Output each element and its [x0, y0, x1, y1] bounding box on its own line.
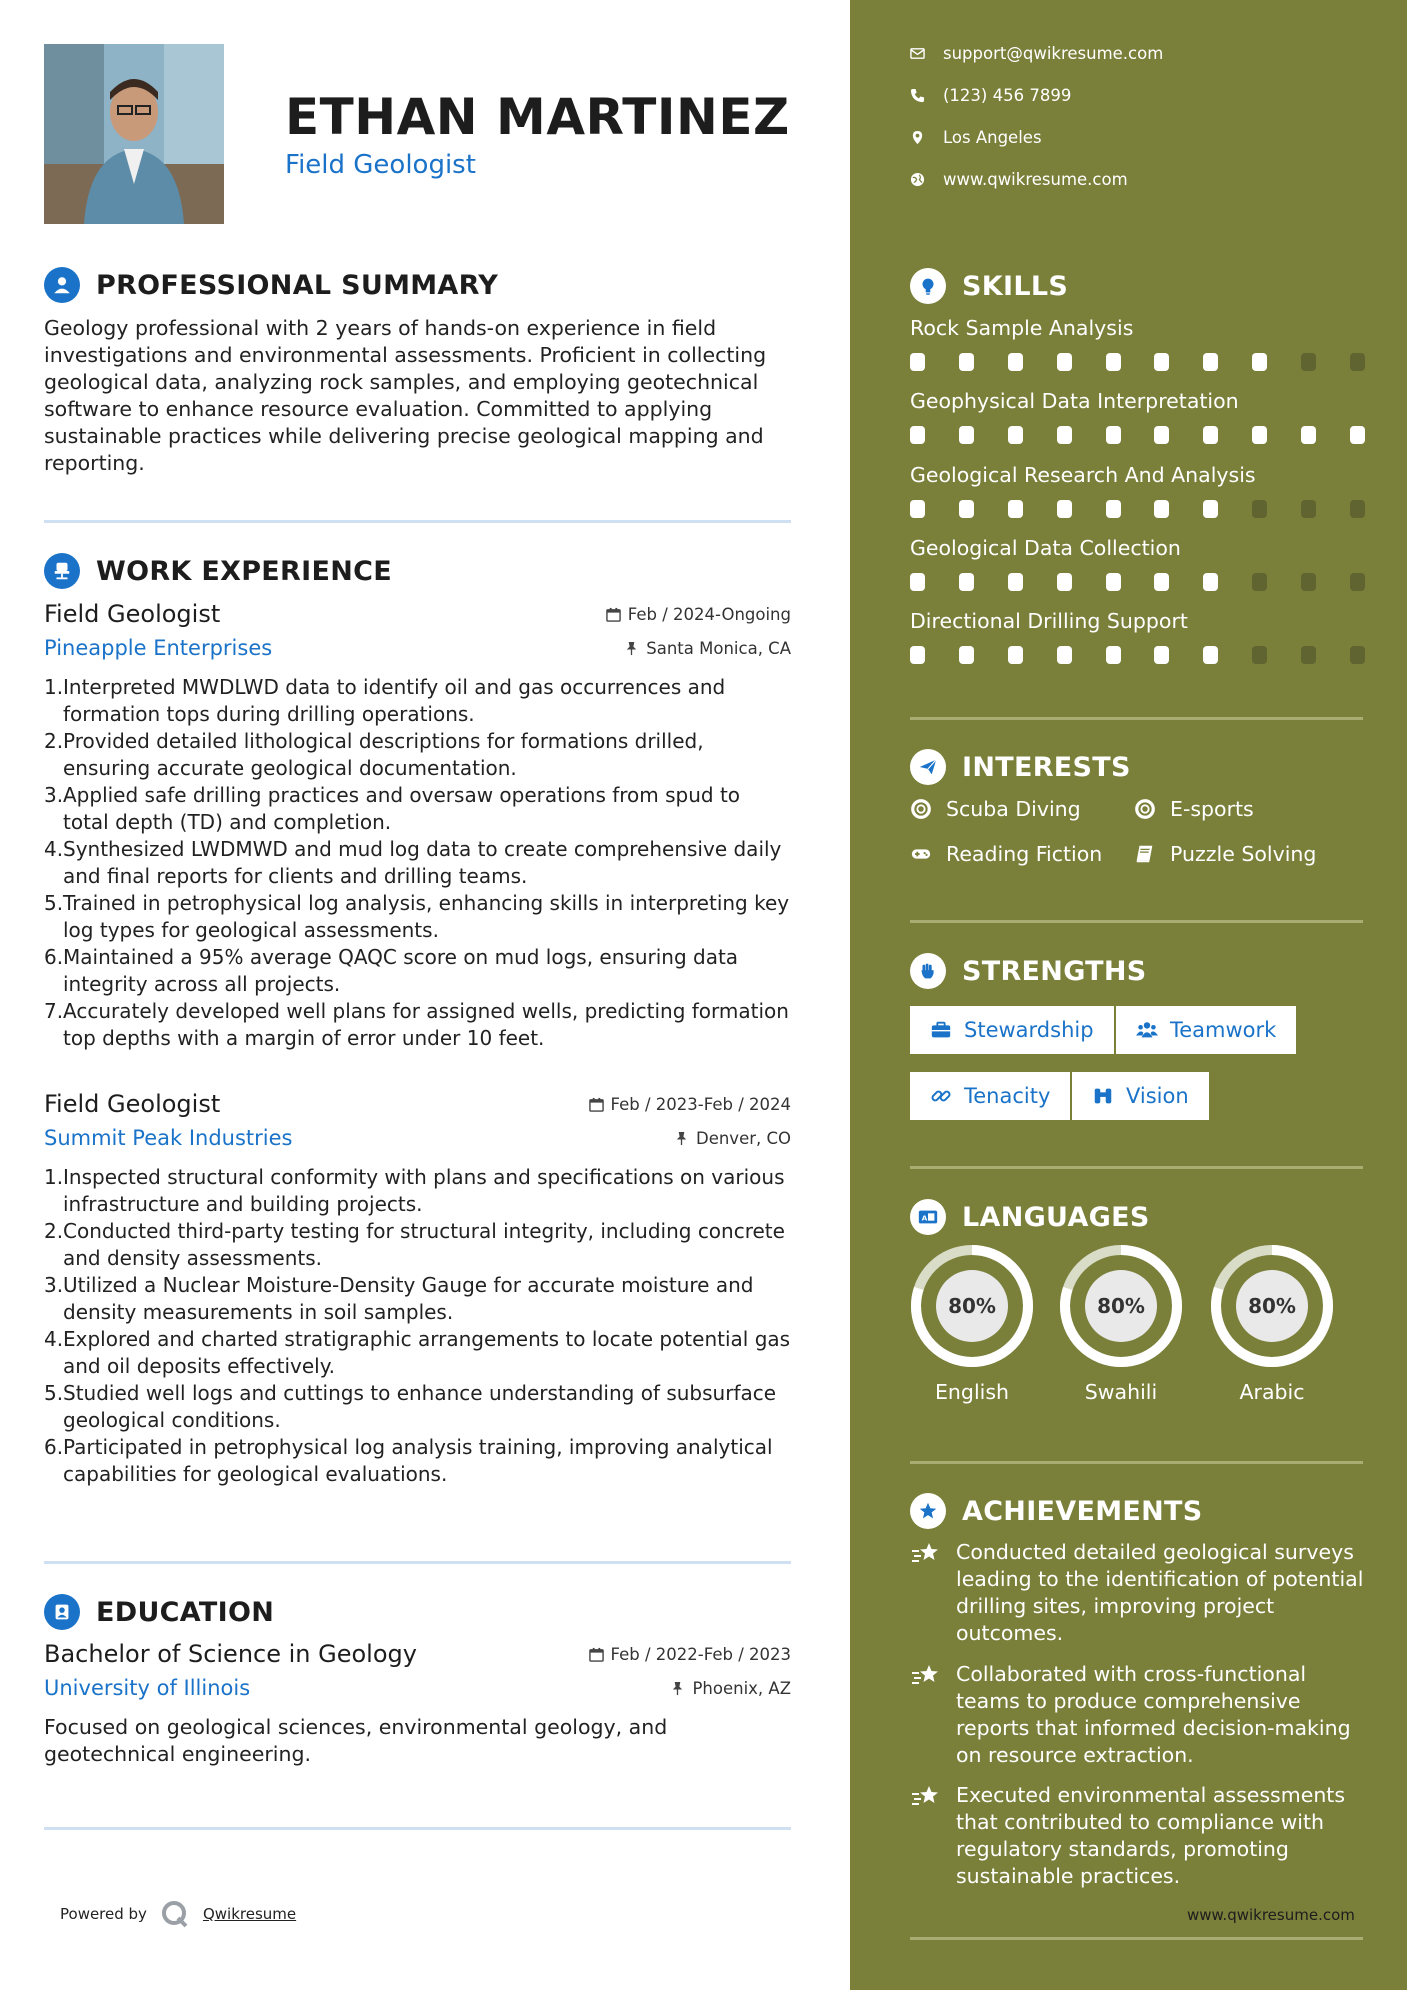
rating-dot-filled: [1106, 646, 1121, 664]
strength-label: Tenacity: [964, 1084, 1051, 1108]
interest-item: [910, 797, 1081, 821]
calendar-icon: [606, 607, 621, 622]
globe-icon: [910, 172, 925, 187]
pin-icon: [674, 1131, 689, 1146]
interest-item: [1134, 842, 1316, 866]
graduate-icon: [44, 1594, 80, 1630]
language-item: [910, 1244, 1034, 1404]
language-name: English: [934, 1380, 1010, 1404]
interest-label: Reading Fiction: [946, 842, 1103, 866]
profile-photo: [44, 44, 224, 224]
interest-label: E-sports: [1170, 797, 1254, 821]
rating-dot-empty: [1350, 500, 1365, 518]
language-name: Swahili: [1084, 1380, 1158, 1404]
list-item: 6. Maintained a 95% average QAQC score on mud logs, ensuring data integrity across all projects.: [44, 945, 739, 996]
skill-rating: [910, 426, 1365, 444]
powered-by-label: Powered by: [60, 1905, 147, 1923]
rating-dot-filled: [910, 500, 925, 518]
strength-label: Teamwork: [1170, 1018, 1277, 1042]
skills-title: SKILLS: [962, 270, 1069, 302]
users-icon: [1136, 1019, 1158, 1041]
rating-dot-empty: [1350, 353, 1365, 371]
rating-dot-filled: [1008, 646, 1023, 664]
skill-item: [910, 463, 1365, 518]
divider: [910, 920, 1363, 923]
education-location-text: Phoenix, AZ: [692, 1678, 791, 1698]
rating-dot-filled: [1203, 646, 1218, 664]
skill-name: Directional Drilling Support: [910, 609, 1188, 633]
shooting-star-icon: [910, 1782, 942, 1814]
phone-text: (123) 456 7899: [943, 86, 1072, 105]
gauge-label: 80%: [1097, 1294, 1145, 1318]
achievements-title: ACHIEVEMENTS: [962, 1495, 1203, 1527]
contact-location: [910, 128, 1042, 147]
rating-dot-empty: [1252, 646, 1267, 664]
skills-heading: [910, 268, 1068, 304]
rating-dot-empty: [1350, 646, 1365, 664]
website-text: www.qwikresume.com: [943, 170, 1128, 189]
language-gauge: [910, 1244, 1034, 1368]
gauge-label: 80%: [948, 1294, 996, 1318]
education-dates: [589, 1645, 791, 1664]
strengths-heading: [910, 953, 1147, 989]
skill-item: [910, 389, 1365, 444]
experience-title: WORK EXPERIENCE: [96, 555, 392, 587]
rating-dot-filled: [1008, 426, 1023, 444]
interest-label: Puzzle Solving: [1170, 842, 1317, 866]
degree: Bachelor of Science in Geology: [44, 1640, 417, 1668]
rating-dot-filled: [1057, 500, 1072, 518]
job-location: [624, 639, 791, 658]
strength-tag: [1116, 1006, 1296, 1054]
pin-icon: [670, 1681, 685, 1696]
rating-dot-filled: [1057, 353, 1072, 371]
rating-dot-empty: [1301, 646, 1316, 664]
skill-rating: [910, 500, 1365, 518]
gauge-label: 80%: [1248, 1294, 1296, 1318]
list-item: 2. Conducted third-party testing for structural integrity, including concrete and density assessments.: [44, 1219, 785, 1270]
envelope-icon: [910, 46, 925, 61]
phone-icon: [910, 88, 925, 103]
pin-icon: [624, 641, 639, 656]
calendar-icon: [589, 1647, 604, 1662]
rating-dot-empty: [1350, 573, 1365, 591]
divider: [910, 717, 1363, 720]
education-location: [670, 1679, 791, 1698]
education-description: Focused on geological sciences, environmental geology, and geotechnical engineering.: [44, 1715, 668, 1766]
rating-dot-filled: [1154, 426, 1169, 444]
rating-dot-filled: [1154, 646, 1169, 664]
list-item: 2. Provided detailed lithological descriptions for formations drilled, ensuring accurate geological documentation.: [44, 729, 704, 780]
job-dates-text: Feb / 2024-Ongoing: [627, 604, 791, 624]
rating-dot-filled: [1106, 426, 1121, 444]
list-item: 4. Explored and charted stratigraphic arrangements to locate potential gas and oil deposits effectively.: [44, 1327, 791, 1378]
language-item: [1210, 1244, 1334, 1404]
achievement-item: [910, 1539, 1365, 1647]
powered-by: [60, 1900, 296, 1928]
list-item: 1. Interpreted MWDLWD data to identify oil and gas occurrences and formation tops during drilling operations.: [44, 675, 726, 726]
job-bullets: [44, 674, 791, 1052]
achievements-heading: [910, 1493, 1203, 1529]
contact-email[interactable]: [910, 44, 1163, 63]
achievement-item: [910, 1661, 1365, 1769]
rating-dot-filled: [1154, 353, 1169, 371]
rating-dot-filled: [910, 646, 925, 664]
briefcase-icon: [930, 1019, 952, 1041]
job-location-text: Santa Monica, CA: [646, 638, 791, 658]
location-text: Los Angeles: [943, 128, 1042, 147]
language-gauge: [1059, 1244, 1183, 1368]
email-text: support@qwikresume.com: [943, 44, 1164, 63]
job-role: Field Geologist: [44, 1090, 221, 1118]
summary-title: PROFESSIONAL SUMMARY: [96, 269, 499, 301]
candidate-name: ETHAN MARTINEZ: [285, 88, 790, 146]
skill-item: [910, 316, 1365, 371]
interest-item: [1134, 797, 1254, 821]
skill-rating: [910, 353, 1365, 371]
rating-dot-filled: [959, 426, 974, 444]
skill-name: Rock Sample Analysis: [910, 316, 1134, 340]
achievement-item: [910, 1782, 1365, 1890]
interests-title: INTERESTS: [962, 751, 1131, 783]
skill-name: Geological Data Collection: [910, 536, 1181, 560]
list-item: 3. Applied safe drilling practices and oversaw operations from spud to total depth (TD) and completion.: [44, 783, 741, 834]
qwikresume-logo-icon: [161, 1900, 189, 1928]
job-entry: [44, 1090, 791, 1488]
link-icon: [930, 1085, 952, 1107]
map-pin-icon: [910, 130, 925, 145]
translate-icon: [910, 1199, 946, 1235]
job-bullets: [44, 1164, 791, 1488]
rating-dot-filled: [1008, 353, 1023, 371]
language-gauge: [1210, 1244, 1334, 1368]
svg-text:A: A: [921, 1213, 928, 1223]
job-dates-text: Feb / 2023-Feb / 2024: [610, 1094, 791, 1114]
experience-heading: [44, 553, 392, 589]
summary-heading: [44, 267, 498, 303]
life-ring-icon: [1134, 798, 1156, 820]
list-item: 6. Participated in petrophysical log analysis training, improving analytical capabilities for geological evaluations.: [44, 1435, 773, 1486]
rating-dot-empty: [1252, 573, 1267, 591]
school: University of Illinois: [44, 1676, 251, 1700]
languages-title: LANGUAGES: [962, 1201, 1150, 1233]
rating-dot-filled: [1252, 426, 1267, 444]
fist-icon: [910, 953, 946, 989]
list-item: 4. Synthesized LWDMWD and mud log data to create comprehensive daily and final reports for clients and drilling teams.: [44, 837, 782, 888]
rating-dot-filled: [959, 573, 974, 591]
rating-dot-filled: [1301, 426, 1316, 444]
job-company: Pineapple Enterprises: [44, 636, 273, 660]
rating-dot-filled: [1203, 426, 1218, 444]
rating-dot-filled: [1203, 573, 1218, 591]
candidate-title: Field Geologist: [285, 150, 476, 180]
calendar-icon: [589, 1097, 604, 1112]
shooting-star-icon: [910, 1539, 942, 1571]
rating-dot-filled: [1057, 426, 1072, 444]
rating-dot-filled: [1154, 500, 1169, 518]
rating-dot-filled: [1008, 573, 1023, 591]
rating-dot-filled: [1154, 573, 1169, 591]
interest-item: [910, 842, 1102, 866]
strength-tag: [910, 1006, 1114, 1054]
rating-dot-filled: [959, 646, 974, 664]
rating-dot-filled: [910, 426, 925, 444]
rating-dot-filled: [1252, 353, 1267, 371]
skill-rating: [910, 646, 1365, 664]
rating-dot-empty: [1252, 500, 1267, 518]
strength-label: Stewardship: [964, 1018, 1094, 1042]
rating-dot-filled: [1008, 500, 1023, 518]
rating-dot-filled: [1203, 500, 1218, 518]
binoculars-icon: [1092, 1085, 1114, 1107]
star-badge-icon: [910, 1493, 946, 1529]
language-name: Arabic: [1239, 1380, 1305, 1404]
job-dates: [606, 605, 791, 624]
strength-label: Vision: [1126, 1084, 1189, 1108]
divider: [910, 1937, 1363, 1940]
achievement-text: Collaborated with cross-functional teams to produce comprehensive reports that informed decision-making on resource extraction.: [956, 1662, 1351, 1767]
divider: [44, 520, 791, 523]
footer-website[interactable]: www.qwikresume.com: [1187, 1906, 1355, 1924]
list-item: 3. Utilized a Nuclear Moisture-Density Gauge for accurate moisture and density measurements in soil samples.: [44, 1273, 754, 1324]
rating-dot-filled: [1057, 573, 1072, 591]
rating-dot-empty: [1301, 353, 1316, 371]
skill-name: Geophysical Data Interpretation: [910, 389, 1239, 413]
paper-plane-icon: [910, 749, 946, 785]
education-heading: [44, 1594, 274, 1630]
list-item: 5. Studied well logs and cuttings to enhance understanding of subsurface geological conditions.: [44, 1381, 777, 1432]
job-location-text: Denver, CO: [695, 1128, 791, 1148]
divider: [910, 1166, 1363, 1169]
briefcase-chair-icon: [44, 553, 80, 589]
strength-tag: [1072, 1072, 1209, 1120]
job-location: [674, 1129, 791, 1148]
strengths-title: STRENGTHS: [962, 955, 1147, 987]
rating-dot-filled: [1057, 646, 1072, 664]
education-title: EDUCATION: [96, 1596, 275, 1628]
language-item: [1059, 1244, 1183, 1404]
rating-dot-empty: [1301, 500, 1316, 518]
education-entry: [44, 1640, 791, 1768]
contact-website[interactable]: [910, 170, 1128, 189]
list-item: 1. Inspected structural conformity with plans and specifications on various infrastructure and building projects.: [44, 1165, 785, 1216]
divider: [44, 1827, 791, 1830]
list-item: 7. Accurately developed well plans for assigned wells, predicting formation top depths with a margin of error under 10 feet.: [44, 999, 789, 1050]
skill-rating: [910, 573, 1365, 591]
summary-text: Geology professional with 2 years of hands-on experience in field investigations and environmental assessments. Proficient in collecting geological data, analyzing rock samples, and employing geotechnical software to enhance resource evaluation. Committed to applying sustainable practices while delivering precise geological mapping and reporting.: [44, 316, 767, 475]
shooting-star-icon: [910, 1661, 942, 1693]
list-item: 5. Trained in petrophysical log analysis, enhancing skills in interpreting key log types for geological assessments.: [44, 891, 790, 942]
divider: [910, 1461, 1363, 1464]
skill-name: Geological Research And Analysis: [910, 463, 1256, 487]
strength-tag: [910, 1072, 1070, 1120]
languages-heading: [910, 1199, 1150, 1235]
achievement-text: Conducted detailed geological surveys leading to the identification of potential drilling sites, improving project outcomes.: [956, 1540, 1364, 1645]
rating-dot-filled: [1350, 426, 1365, 444]
rating-dot-filled: [959, 353, 974, 371]
job-company: Summit Peak Industries: [44, 1126, 293, 1150]
contact-phone[interactable]: [910, 86, 1071, 105]
job-dates: [589, 1095, 791, 1114]
achievement-text: Executed environmental assessments that contributed to compliance with regulatory standards, promoting sustainable practices.: [956, 1783, 1346, 1888]
skill-item: [910, 536, 1365, 591]
rating-dot-empty: [1301, 573, 1316, 591]
rating-dot-filled: [1106, 353, 1121, 371]
rating-dot-filled: [1106, 573, 1121, 591]
divider: [44, 1561, 791, 1564]
interests-heading: [910, 749, 1131, 785]
life-ring-icon: [910, 798, 932, 820]
education-dates-text: Feb / 2022-Feb / 2023: [610, 1644, 791, 1664]
gamepad-icon: [910, 843, 932, 865]
rating-dot-filled: [910, 353, 925, 371]
rating-dot-filled: [1106, 500, 1121, 518]
book-icon: [1134, 843, 1156, 865]
lightbulb-icon: [910, 268, 946, 304]
rating-dot-filled: [1203, 353, 1218, 371]
job-role: Field Geologist: [44, 600, 221, 628]
interest-label: Scuba Diving: [946, 797, 1081, 821]
skill-item: [910, 609, 1365, 664]
job-entry: [44, 600, 791, 1052]
qwikresume-link[interactable]: Qwikresume: [202, 1905, 297, 1923]
rating-dot-filled: [910, 573, 925, 591]
user-icon: [44, 267, 80, 303]
rating-dot-filled: [959, 500, 974, 518]
